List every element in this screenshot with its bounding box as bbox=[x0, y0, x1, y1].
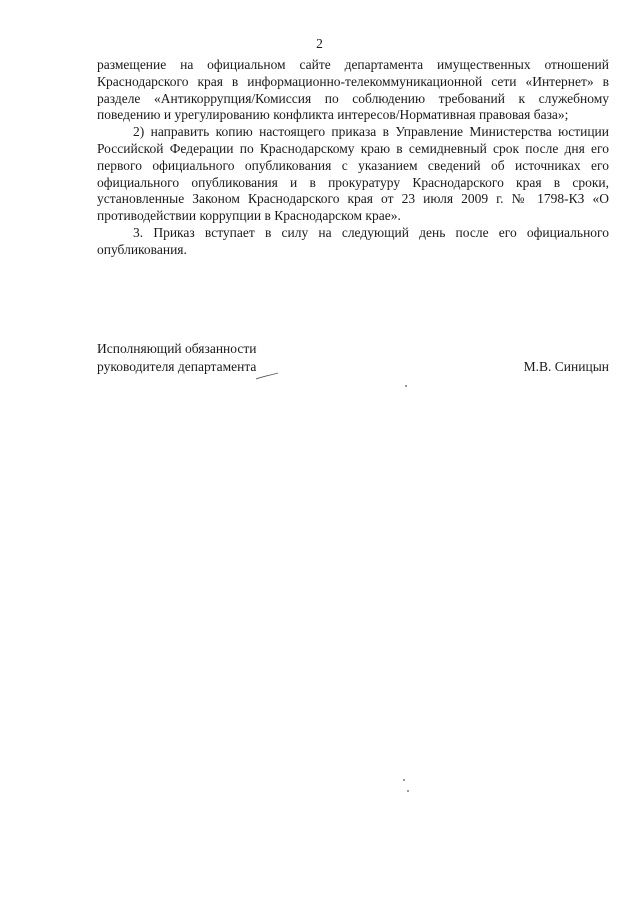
paragraph-continuation: размещение на официальном сайте департамента имущественных отношений Краснодарского края в информационно-телекоммуникационной сети «Интернет» в разделе «Антикоррупция/Комиссия по соблюдению требований к служебному поведению и урегулированию конфликта интересов/Нормативная правовая база»; bbox=[97, 57, 609, 123]
signer-name: М.В. Синицын bbox=[523, 359, 609, 374]
signature-mark-icon bbox=[255, 372, 279, 380]
paragraph-item-2: 2) направить копию настоящего приказа в Управление Министерства юстиции Российской Федерации по Краснодарскому краю в семидневный срок после дня его первого официального опубликования с указанием сведений об источниках его официального опубликования и в прокуратуру Краснодарского края в сроки, установленные Законом Краснодарского края от 23 июля 2009 г. № 1798-КЗ «О противодействии коррупции в Краснодарском крае». bbox=[97, 124, 609, 224]
signer-title-line-1: Исполняющий обязанности bbox=[97, 341, 257, 356]
page-number: 2 bbox=[316, 36, 323, 51]
scan-speck bbox=[403, 779, 405, 781]
scan-speck bbox=[407, 790, 409, 792]
document-body bbox=[97, 57, 609, 259]
signature-block bbox=[97, 340, 609, 376]
signer-title-line-2: руководителя департамента bbox=[97, 359, 257, 374]
paragraph-item-3: 3. Приказ вступает в силу на следующий день после его официального опубликования. bbox=[97, 224, 609, 257]
scan-speck bbox=[405, 385, 407, 387]
